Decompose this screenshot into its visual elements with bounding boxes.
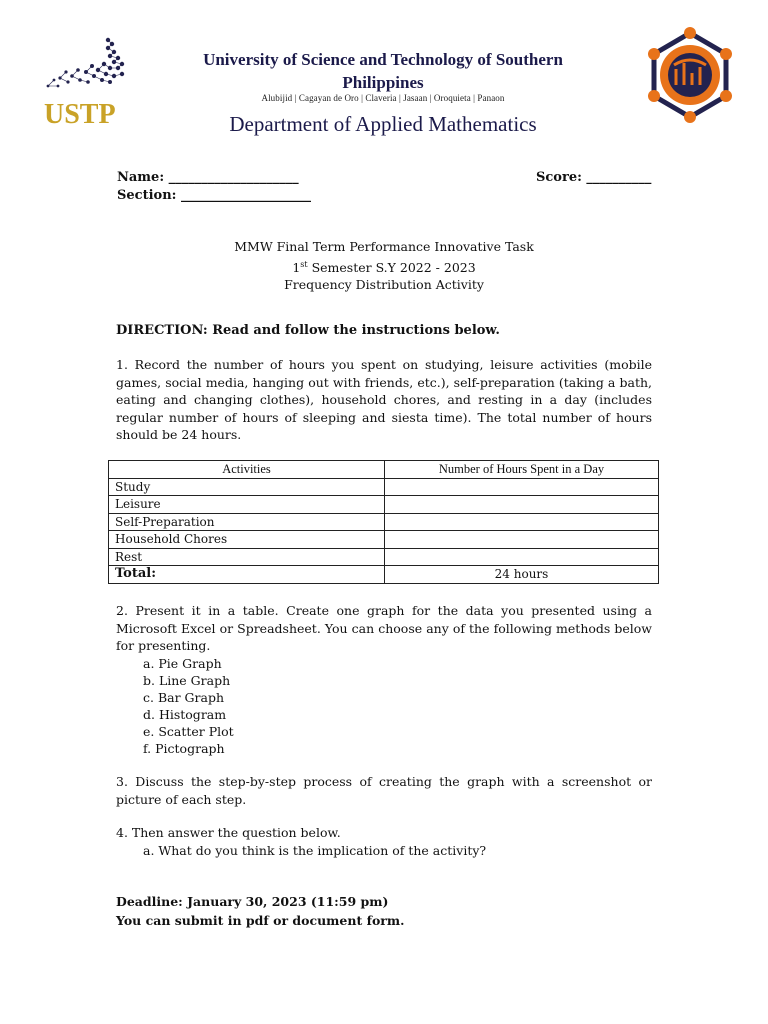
semester-suffix: st <box>300 259 308 269</box>
table-row <box>109 548 659 566</box>
instruction-3: 3. Discuss the step-by-step process of creating the graph with a screenshot or picture of each step. <box>116 774 652 807</box>
hours-cell <box>385 496 659 514</box>
list-item: c. Bar Graph <box>143 689 224 705</box>
name-field: Name: ____________________ <box>117 170 299 185</box>
list-item: d. Histogram <box>143 706 227 722</box>
table-total-row <box>109 566 659 584</box>
table-row <box>109 478 659 496</box>
list-item: a. Pie Graph <box>143 655 222 671</box>
table-row <box>109 513 659 531</box>
semester-number: 1 <box>292 259 301 275</box>
question-list <box>116 842 652 859</box>
deadline-block <box>116 892 404 930</box>
semester-year: Semester S.Y 2022 - 2023 <box>307 259 476 275</box>
activity-cell: Household Chores <box>109 531 385 549</box>
task-title-line1: MMW Final Term Performance Innovative Task <box>234 239 534 254</box>
department-title: Department of Applied Mathematics <box>229 112 537 136</box>
activity-cell: Rest <box>109 548 385 566</box>
header-hours: Number of Hours Spent in a Day <box>385 461 659 479</box>
hours-cell <box>385 531 659 549</box>
list-item: f. Pictograph <box>143 740 225 756</box>
total-value: 24 hours <box>385 566 659 584</box>
total-label: Total: <box>109 566 385 584</box>
submission-format: You can submit in pdf or document form. <box>116 913 405 928</box>
direction-heading: DIRECTION: Read and follow the instructions below. <box>116 323 500 338</box>
graph-options <box>116 655 652 757</box>
activity-cell: Self-Preparation <box>109 513 385 531</box>
ustp-logo <box>38 30 138 130</box>
instruction-2-text: 2. Present it in a table. Create one graph for the data you presented using a Microsoft Excel or Spreadsheet. You can choose any of the following methods below for presenting. <box>116 603 652 653</box>
hours-cell <box>385 548 659 566</box>
list-item: e. Scatter Plot <box>143 723 234 739</box>
instruction-4 <box>116 824 652 859</box>
list-item: a. What do you think is the implication of the activity? <box>143 842 487 858</box>
instruction-2 <box>116 602 652 757</box>
list-item: b. Line Graph <box>143 672 231 688</box>
university-name-line2: Philippines <box>342 73 424 92</box>
task-title-line3: Frequency Distribution Activity <box>284 277 484 293</box>
table-row <box>109 531 659 549</box>
campus-list: Alubijid | Cagayan de Oro | Claveria | Jasaan | Oroquieta | Panaon <box>261 93 505 103</box>
task-title-line2 <box>116 256 652 277</box>
header-activities: Activities <box>109 461 385 479</box>
task-title <box>116 238 652 294</box>
activity-cell: Leisure <box>109 496 385 514</box>
hours-table <box>108 460 659 584</box>
table-header-row <box>109 461 659 479</box>
hours-cell <box>385 513 659 531</box>
university-name <box>160 48 606 94</box>
applied-math-logo <box>640 25 740 125</box>
hours-cell <box>385 478 659 496</box>
instruction-4-text: 4. Then answer the question below. <box>116 825 341 840</box>
deadline-date: Deadline: January 30, 2023 (11:59 pm) <box>116 894 389 909</box>
section-field: Section: ____________________ <box>117 188 311 203</box>
activity-cell: Study <box>109 478 385 496</box>
ustp-logo-text: USTP <box>44 99 116 130</box>
table-row <box>109 496 659 514</box>
university-name-line1: University of Science and Technology of Southern <box>203 50 563 69</box>
score-field: Score: __________ <box>536 170 652 185</box>
instruction-1: 1. Record the number of hours you spent on studying, leisure activities (mobile games, social media, hanging out with friends, etc.), self-preparation (taking a bath, eating and changing clothes), household chores, and resting in a day (includes regular number of hours of sleeping and siesta time). The total number of hours should be 24 hours. <box>116 357 652 442</box>
